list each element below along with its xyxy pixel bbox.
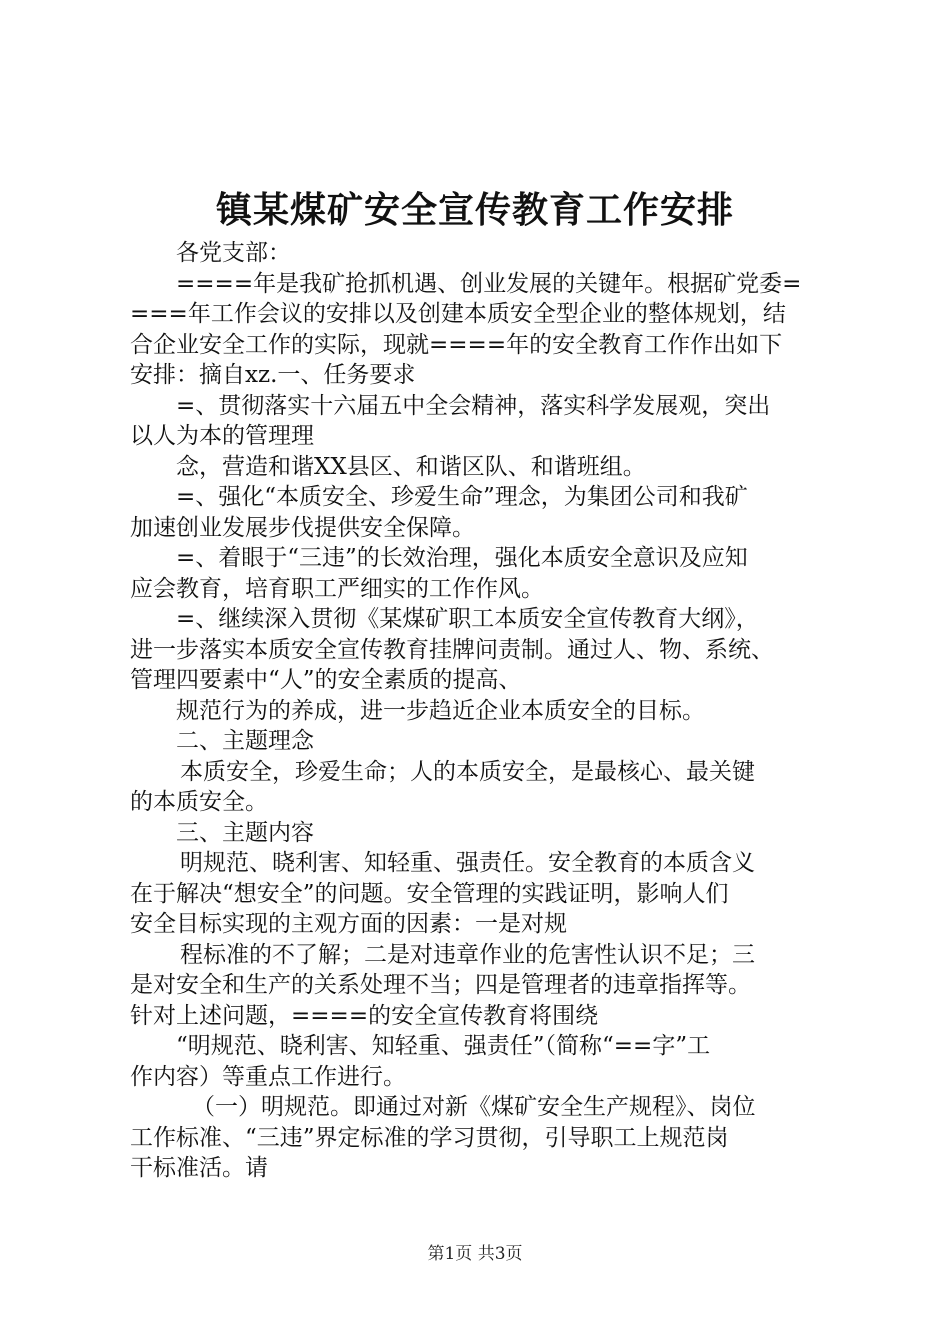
- paragraph-line: =、继续深入贯彻《某煤矿职工本质安全宣传教育大纲》，: [176, 606, 759, 632]
- paragraph-line: 合企业安全工作的实际，现就====年的安全教育工作作出如下: [130, 331, 783, 358]
- paragraph-line: 应会教育，培育职工严细实的工作作风。: [130, 575, 544, 602]
- paragraph-line: =、着眼于“三违”的长效治理，强化本质安全意识及应知: [176, 545, 748, 571]
- paragraph-line: 安全目标实现的主观方面的因素：一是对规: [130, 911, 567, 937]
- section-heading: 三、主题内容: [176, 819, 314, 846]
- paragraph-line: ====年是我矿抢抓机遇、创业发展的关键年。根据矿党委=: [176, 270, 802, 297]
- paragraph-line: 工作标准、“三违”界定标准的学习贯彻，引导职工上规范岗: [130, 1124, 729, 1151]
- paragraph-line: 针对上述问题，====的安全宣传教育将围绕: [130, 1002, 599, 1029]
- paragraph-line: 加速创业发展步伐提供安全保障。: [130, 514, 475, 541]
- paragraph-line: 明规范、晓利害、知轻重、强责任。安全教育的本质含义: [180, 850, 755, 876]
- paragraph-line: 是对安全和生产的关系处理不当；四是管理者的违章指挥等。: [130, 972, 751, 998]
- paragraph-line: 本质安全，珍爱生命；人的本质安全，是最核心、最关键: [180, 758, 755, 785]
- page-number-footer: 第1页 共3页: [427, 1244, 523, 1264]
- paragraph-line: 规范行为的养成，进一步趋近企业本质安全的目标。: [176, 697, 705, 724]
- paragraph-line: 作内容）等重点工作进行。: [130, 1063, 406, 1090]
- paragraph-line: =、强化“本质安全、珍爱生命”理念，为集团公司和我矿: [176, 484, 748, 510]
- paragraph-line: （一）明规范。即通过对新《煤矿安全生产规程》、岗位: [192, 1094, 756, 1120]
- paragraph-line: 各党支部：: [176, 240, 291, 266]
- paragraph-line: 管理四要素中“人”的安全素质的提高、: [130, 667, 522, 693]
- document-body: [130, 238, 830, 1184]
- document-title: 镇某煤矿安全宣传教育工作安排: [215, 189, 734, 231]
- paragraph-line: “明规范、晓利害、知轻重、强责任”（简称“==字”工: [176, 1033, 711, 1059]
- paragraph-line: 在于解决“想安全”的问题。安全管理的实践证明，影响人们: [130, 880, 729, 907]
- paragraph-line: 安排：摘自xz.一、任务要求: [130, 362, 416, 388]
- paragraph-line: 念，营造和谐XX县区、和谐区队、和谐班组。: [176, 453, 646, 480]
- paragraph-line: ===年工作会议的安排以及创建本质安全型企业的整体规划，结: [130, 301, 786, 327]
- section-heading: 二、主题理念: [176, 728, 314, 754]
- paragraph-line: 以人为本的管理理: [130, 423, 314, 449]
- paragraph-line: 干标准活。请: [130, 1155, 268, 1181]
- paragraph-line: 进一步落实本质安全宣传教育挂牌问责制。通过人、物、系统、: [130, 636, 774, 663]
- paragraph-line: 的本质安全。: [130, 789, 268, 815]
- paragraph-line: =、贯彻落实十六届五中全会精神，落实科学发展观，突出: [176, 392, 771, 419]
- paragraph-line: 程标准的不了解；二是对违章作业的危害性认识不足；三: [180, 941, 755, 968]
